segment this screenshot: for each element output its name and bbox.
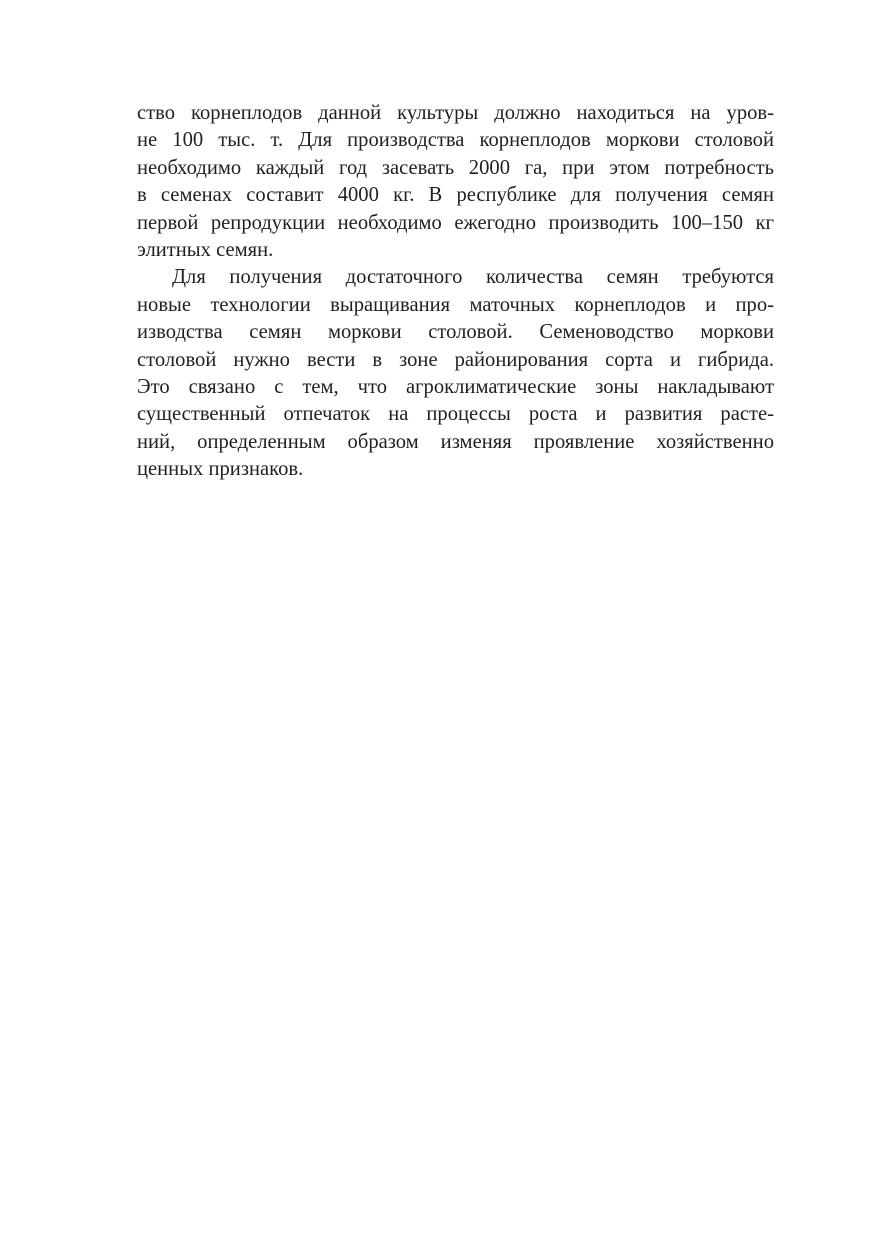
body-text	[137, 100, 774, 483]
text-line: элитных семян.	[137, 238, 274, 261]
text-line: Для получения достаточного количества семян требуются	[172, 266, 774, 289]
paragraph-1	[137, 100, 774, 264]
text-line: существенный отпечаток на процессы роста и развития расте-	[137, 403, 774, 426]
text-line: ство корнеплодов данной культуры должно находиться на уров-	[137, 102, 774, 124]
text-line: изводства семян моркови столовой. Семеноводство моркови	[137, 321, 774, 344]
text-line: столовой нужно вести в зоне районирования сорта и гибрида.	[137, 348, 774, 371]
text-line: ценных признаков.	[137, 458, 304, 481]
text-line: Это связано с тем, что агроклиматические зоны накладывают	[137, 375, 774, 398]
paragraph-2	[137, 264, 774, 483]
text-line: первой репродукции необходимо ежегодно производить 100–150 кг	[137, 211, 774, 234]
text-line: в семенах составит 4000 кг. В республике для получения семян	[137, 184, 774, 207]
text-line: не 100 тыс. т. Для производства корнеплодов моркови столовой	[137, 129, 774, 152]
text-line: ний, определенным образом изменяя проявление хозяйственно	[137, 430, 774, 453]
text-line: необходимо каждый год засевать 2000 га, при этом потребность	[137, 156, 774, 179]
text-line: новые технологии выращивания маточных корнеплодов и про-	[137, 293, 774, 316]
